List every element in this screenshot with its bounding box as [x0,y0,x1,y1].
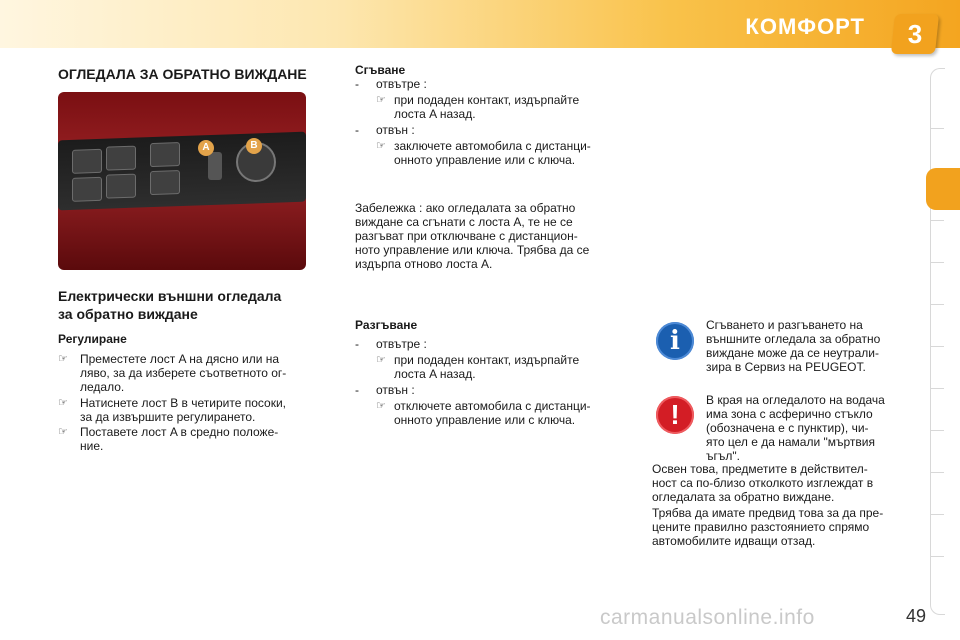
text-line: огледалата за обратно виждане. [652,490,835,504]
text-line: виждане са сгънати с лоста A, те не се [355,215,573,229]
text-line: цените правилно разстоянието спрямо [652,520,870,534]
window-switch [72,149,102,174]
unfold-heading: Разгъване [355,318,418,332]
text-line: ъгъл". [706,449,740,463]
text-line: Трябва да имате предвид това за да пре- [652,506,884,520]
unfold-inside-label: отвътре : [376,337,427,351]
adjust-item [80,425,306,453]
text-line: ледало. [80,380,125,394]
window-switch [150,142,180,167]
chapter-nav-divider [930,514,944,515]
chapter-title: КОМФОРТ [745,14,865,39]
text-line: Забележка : ако огледалата за обратно [355,201,576,215]
fold-outside-label: отвън : [376,123,415,137]
dash-bullet: - [355,77,359,91]
text-line: автомобилите идващи отзад. [652,534,816,548]
fold-inside-text [394,93,606,121]
text-line: Преместете лост A на дясно или на [80,352,280,366]
window-switch [106,174,136,199]
text-line: лоста A назад. [394,367,476,381]
warning-note [706,393,904,463]
chapter-nav-divider [930,346,944,347]
warning-paragraph-2 [652,506,904,548]
unfold-outside-label: отвън : [376,383,415,397]
door-panel-photo [58,92,306,270]
window-switch [72,177,102,202]
text-line: ято цел е да намали "мъртвия [706,435,875,449]
chapter-nav-divider [930,262,944,263]
text-line: отключете автомобила с дистанци- [394,399,591,413]
adjust-item [80,396,306,424]
text-line: Поставете лост A в средно положе- [80,425,279,439]
warning-paragraph-1 [652,462,904,504]
chapter-nav-divider [930,430,944,431]
note-paragraph [355,201,606,271]
chapter-nav-rail [930,68,945,615]
unfold-inside-text [394,353,606,381]
unfold-outside-text [394,399,606,427]
text-line: разгъват при отключване с дистанцион- [355,229,578,243]
fold-inside-label: отвътре : [376,77,427,91]
text-line: онното управление или с ключа. [394,413,576,427]
text-line: ност са по-близо отколкото изглеждат в [652,476,874,490]
text-line: В края на огледалото на водача [706,393,885,407]
text-line: Сгъването и разгъването на [706,318,863,332]
fold-heading: Сгъване [355,63,406,77]
chapter-nav-divider [930,388,944,389]
text-line: издърпа отново лоста A. [355,257,493,271]
window-switch [106,146,136,171]
dash-bullet: - [355,123,359,137]
adjust-item [80,352,306,394]
text-line: има зона с асферично стъкло [706,407,873,421]
chapter-nav-divider [930,472,944,473]
page-number: 49 [906,606,927,626]
chapter-number: 3 [907,19,923,49]
dash-bullet: - [355,337,359,351]
arrow-bullet-icon: ☞ [58,397,68,409]
text-line: Натиснете лост B в четирите посоки, [80,396,286,410]
text-line: ното управление или ключа. Трябва да се [355,243,590,257]
text-line: зира в Сервиз на PEUGEOT. [706,360,866,374]
watermark: carmanualsonline.info [600,606,815,629]
subsection-title-line: Електрически външни огледала [58,288,282,304]
chapter-nav-tab-active[interactable] [926,168,960,210]
section-title: ОГЛЕДАЛА ЗА ОБРАТНО ВИЖДАНЕ [58,66,307,82]
arrow-bullet-icon: ☞ [376,140,386,152]
subsection-title-line: за обратно виждане [58,306,198,322]
text-line: външните огледала за обратно [706,332,881,346]
dash-bullet: - [355,383,359,397]
arrow-bullet-icon: ☞ [376,94,386,106]
chapter-nav-divider [930,304,944,305]
text-line: ляво, за да изберете съответното ог- [80,366,287,380]
text-line: ние. [80,439,104,453]
arrow-bullet-icon: ☞ [376,354,386,366]
chapter-nav-divider [930,556,944,557]
text-line: при подаден контакт, издърпайте [394,353,580,367]
text-line: при подаден контакт, издърпайте [394,93,580,107]
text-line: Освен това, предметите в действител- [652,462,868,476]
chapter-nav-divider [930,128,944,129]
arrow-bullet-icon: ☞ [376,400,386,412]
text-line: за да извършите регулирането. [80,410,256,424]
fold-outside-text [394,139,606,167]
info-icon: i [656,322,694,360]
text-line: лоста A назад. [394,107,476,121]
arrow-bullet-icon: ☞ [58,353,68,365]
label-b-badge: B [246,138,262,154]
info-note [706,318,904,374]
chapter-nav-divider [930,220,944,221]
mirror-lever-a [208,152,222,180]
window-switch [150,170,180,195]
text-line: (обозначена е с пунктир), чи- [706,421,869,435]
subsection-title [58,287,318,323]
text-line: онното управление или с ключа. [394,153,576,167]
adjust-heading: Регулиране [58,332,127,346]
label-a-badge: A [198,140,214,156]
text-line: заключете автомобила с дистанци- [394,139,591,153]
warning-icon: ! [656,396,694,434]
arrow-bullet-icon: ☞ [58,426,68,438]
text-line: виждане може да се неутрали- [706,346,879,360]
